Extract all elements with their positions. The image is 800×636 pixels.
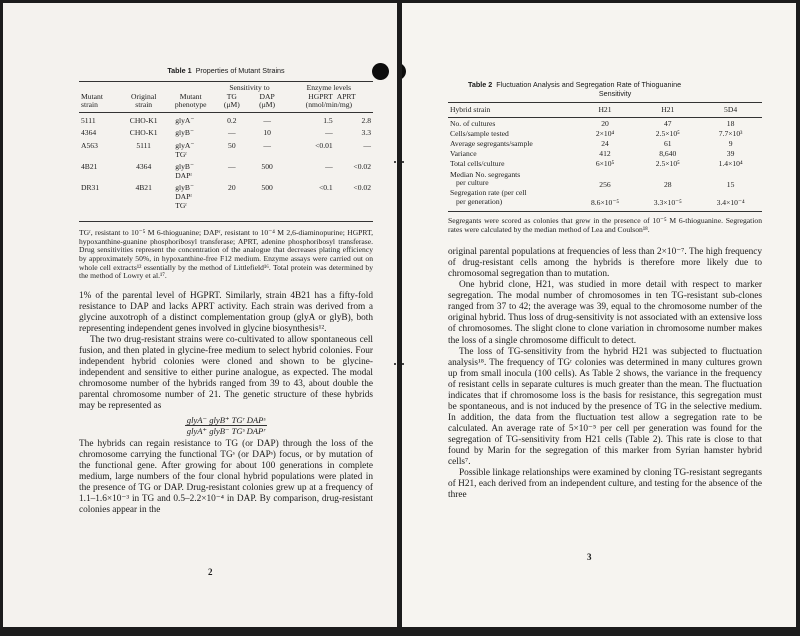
table2-footnote: Segregants were scored as colonies that grew in the presence of 10⁻⁵ M 6-thioguanine. Segregation rates were calculated by the median method of Lea and Coulson¹⁸.	[448, 215, 762, 234]
phenotype-line: glyB⁻	[175, 183, 194, 193]
table-cell: DR31	[81, 183, 100, 193]
row-label: No. of cultures	[450, 119, 496, 129]
table-row	[79, 184, 373, 214]
right-page	[402, 3, 796, 627]
row-label	[448, 189, 574, 208]
table-cell: 412	[599, 149, 611, 159]
table-cell: 2.5×10⁵	[655, 159, 680, 169]
table-cell	[167, 163, 214, 184]
table-cell: 18	[726, 119, 735, 129]
page-number: 3	[587, 552, 592, 562]
table-cell: 24	[601, 139, 609, 149]
table-cell: 15	[726, 179, 735, 189]
table-cell: 5111	[81, 115, 96, 125]
page-number: 2	[208, 567, 213, 577]
table-cell: 2.5×10⁵	[655, 129, 680, 139]
table-cell: 5111	[136, 140, 151, 150]
table-cell: 20	[228, 183, 236, 193]
phenotype-line: TGʳ	[175, 149, 187, 159]
fold-mark	[394, 161, 396, 163]
table-cell: 9	[728, 139, 733, 149]
paragraph: The two drug-resistant strains were co-cultivated to allow spontaneous cell fusion, and then plated in glycine-free medium to select hybrid colonies. Four independent hybrid colonies were cloned and shown to be glycine-independent and sensitive to either purine analogue, as expected. The modal chromosome number of the hybrids ranged from 39 to 43, about double the parental chromosome number of 21. The genetic structure of these hybrids may be represented as	[79, 334, 373, 412]
paragraph: 1% of the parental level of HGPRT. Similarly, strain 4B21 has a fifty-fold resistance to DAP and lacks APRT activity. Each strain was derived from a glycine auxotroph of a distinct complementation group (glyA or glyB), both representing independent genes involved in glycine biosynthesis¹².	[79, 290, 373, 334]
table-cell: 2.8	[361, 115, 371, 125]
table-cell: <0.1	[318, 183, 333, 193]
table1-title: Table 1 Properties of Mutant Strains	[167, 66, 285, 75]
table-cell: 50	[228, 140, 236, 150]
table-cell: 8,640	[659, 149, 677, 159]
table-row	[448, 171, 762, 190]
table-cell: CHO-K1	[129, 128, 158, 138]
genotype-top: glyA⁻ glyB⁺ TGʳ DAPˢ	[186, 415, 266, 426]
fold-mark	[402, 161, 404, 163]
table-cell: —	[263, 140, 271, 150]
left-body-text	[79, 291, 373, 517]
table-cell: 4B21	[81, 162, 98, 172]
genotype-formula	[79, 415, 373, 436]
table-cell: 47	[663, 119, 672, 129]
row-label: Variance	[450, 149, 477, 159]
table-cell: —	[228, 162, 236, 172]
table-cell: —	[363, 140, 371, 150]
table-cell: 500	[261, 162, 273, 172]
phenotype-line: TGʳ	[175, 200, 187, 210]
row-label: Cells/sample tested	[450, 129, 509, 139]
phenotype-line: glyA⁻	[175, 115, 195, 125]
table-row	[448, 106, 762, 116]
table1-header-line1: Mutant Original Mutant TG DAP HGPRT APRT	[81, 91, 356, 101]
table-cell	[167, 184, 214, 214]
row-label-line: per culture	[456, 178, 489, 188]
paragraph: One hybrid clone, H21, was studied in more detail with respect to marker segregation. The modal number of chromosomes in ten TG-resistant sub-clones ranged from 37 to 42; the average was 39, equal to the chromosome number of the original hybrid. Thus loss of drug-sensitivity is not associated with an extensive loss of chromosomes. The slight clone to clone variation in chromosome number makes the loss of a single chromosome difficult to detect.	[448, 280, 762, 346]
row-label-line: Segregation rate (per cell	[450, 188, 527, 198]
row-label: Hybrid strain	[450, 105, 491, 114]
table-cell: H21	[598, 105, 612, 114]
fold-mark	[394, 363, 396, 365]
row-label	[448, 171, 574, 190]
phenotype-line: glyA⁻	[175, 140, 195, 150]
table-cell: <0.02	[353, 183, 371, 193]
table-row	[79, 142, 373, 163]
paragraph: The hybrids can regain resistance to TG (or DAP) through the loss of the chromosome carrying the functional TGˢ (or DAPˢ) focus, or by mutation of the functional gene. After growing for about 100 generations in complete medium, large numbers of the four clonal hybrid populations were plated in the presence of TG or DAP. Drug-resistant colonies grew up at a frequency of 1.1–1.6×10⁻³ in TG and 0.5–2.2×10⁻⁴ in DAP. By comparison, drug-resistant colonies appear in the	[79, 439, 373, 516]
table-cell: 1.4×10⁴	[718, 159, 743, 169]
phenotype-line: DAPʳ	[175, 191, 193, 201]
table-cell: 4B21	[135, 183, 152, 193]
table-cell: —	[263, 115, 271, 125]
table-cell: —	[228, 128, 236, 138]
row-label-line: Median No. segregants	[450, 169, 521, 179]
table-cell: 500	[261, 183, 273, 193]
row-label-line: per generation)	[456, 196, 503, 206]
phenotype-line: glyB⁻	[175, 128, 194, 138]
table-cell: 7.7×10³	[718, 129, 743, 139]
table-cell: 10	[263, 128, 271, 138]
binder-hole	[402, 63, 406, 80]
table-cell: 4364	[81, 128, 97, 138]
table-row	[448, 189, 762, 208]
table-cell: —	[325, 162, 333, 172]
table-cell: A563	[81, 140, 98, 150]
table-cell: 5D4	[724, 105, 738, 114]
table-cell: 4364	[136, 162, 152, 172]
table-cell: 8.6×10⁻⁵	[590, 198, 619, 208]
header-sensitivity: Sensitivity to	[229, 83, 270, 92]
table-cell: 20	[601, 119, 609, 129]
paragraph: Possible linkage relationships were examined by cloning TG-resistant segregants of H21, each derived from an independent culture, and testing for the absence of the three	[448, 468, 762, 501]
genotype-bottom: glyA⁺ glyB⁻ TGˢ DAPʳ	[186, 426, 266, 437]
table-cell: 28	[663, 179, 672, 189]
right-body-text	[448, 247, 762, 501]
table-row	[79, 163, 373, 184]
table-cell: 39	[726, 149, 735, 159]
fold-mark	[402, 363, 404, 365]
table-cell: —	[325, 128, 333, 138]
table-cell: 3.4×10⁻⁴	[716, 198, 745, 208]
table2-body	[448, 106, 762, 208]
table-cell: CHO-K1	[129, 115, 158, 125]
table-cell: 256	[599, 179, 611, 189]
phenotype-line: glyB⁻	[175, 162, 194, 172]
table1-footnote: TGʳ, resistant to 10⁻⁵ M 6-thioguanine; DAPʳ, resistant to 10⁻⁴ M 2,6-diaminopurine; HGPRT, hypoxanthine-guanine phosphoribosyl transferase; APRT, adenine phosphoribosyl transferase. Drug sensitivities represent the concentration of the analogue that decreases plating efficiency by approximately 50%, in hypoxanthine-free F12 medium. Enzyme assays were carried out on whole cell extracts¹² essentially by the method of Littlefield¹⁶. Total protein was determined by the method of Lowry et al.¹⁷.	[79, 228, 373, 281]
table-cell: <0.02	[353, 162, 371, 172]
paragraph: original parental populations at frequencies of less than 2×10⁻⁷. The high frequency of drug-resistant cells among the hybrids is therefore more likely due to chromosomal segregation than to mutation.	[448, 247, 762, 280]
paragraph: The loss of TG-sensitivity from the hybrid H21 was subjected to fluctuation analysis¹⁸. The frequency of TGʳ colonies was determined in many cultures grown up from small inocula (100 cells). As Table 2 shows, the variance in the frequency of resistant cells in separate cultures is much greater than the mean. The fluctuation indicates that if chromosome loss is the basis for resistance, this segregation must be spontaneous, and is not induced by the presence of TG in the selective medium. In addition, the data from the fluctuation test allow a segregation rate to be calculated. An average rate of 5×10⁻⁵ per cell per generation was found for the segregation of TG-sensitivity from H21 cells (Table 2). This rate is close to that found by Marin for the segregation of this marker from Syrian hamster hybrid cells⁷.	[448, 346, 762, 468]
header-enzyme: Enzyme levels	[306, 83, 352, 92]
row-label: Total cells/culture	[450, 159, 505, 169]
table2	[448, 106, 762, 208]
phenotype-line: DAPʳ	[175, 170, 193, 180]
row-label: Average segregants/sample	[450, 139, 533, 149]
table-cell: 2×10⁴	[595, 129, 615, 139]
table-cell: 3.3×10⁻⁵	[653, 198, 682, 208]
table2-title: Table 2 Fluctuation Analysis and Segregation Rate of Thioguanine Sensitivity	[468, 80, 682, 98]
table-cell	[167, 142, 214, 163]
table1	[79, 84, 373, 214]
table-cell: 1.5	[323, 115, 333, 125]
table-cell: <0.01	[315, 140, 333, 150]
table-cell: 61	[663, 139, 672, 149]
binder-hole	[372, 63, 389, 80]
table-cell: 6×10⁵	[595, 159, 615, 169]
table-cell: 3.3	[361, 128, 371, 138]
table-cell: 0.2	[227, 115, 237, 125]
table-cell: H21	[661, 105, 675, 114]
left-page	[3, 3, 397, 627]
table1-header-line2: strain strain phenotype (μM) (μM) (nmol/min/mg)	[81, 100, 353, 110]
table1-body	[79, 117, 373, 214]
